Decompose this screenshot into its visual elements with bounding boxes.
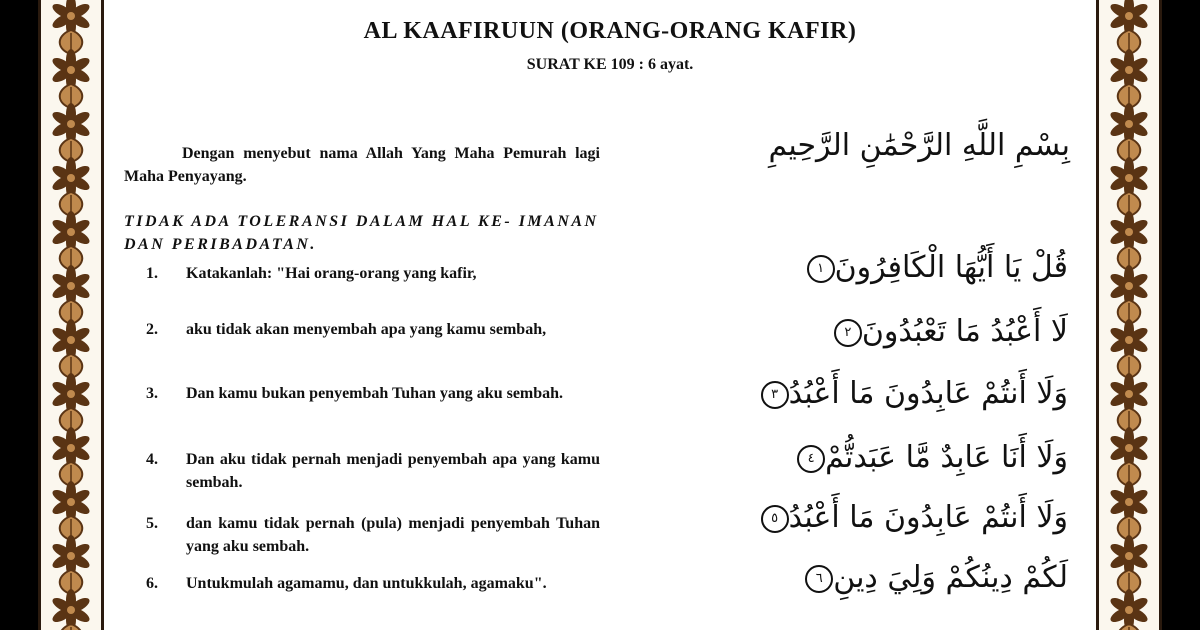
verse-text: aku tidak akan menyembah apa yang kamu sembah, xyxy=(186,321,547,338)
verse-text: Untukmulah agamamu, dan untukkulah, agamaku". xyxy=(186,575,547,592)
floral-ornament-icon xyxy=(1096,0,1162,630)
ayah-text: وَلَا أَنتُمْ عَابِدُونَ مَا أَعْبُدُ xyxy=(788,500,1068,535)
floral-ornament-icon xyxy=(38,0,104,630)
verse-number: 3. xyxy=(146,385,158,402)
ayah-marker: ٦ xyxy=(805,565,833,593)
right-floral-border xyxy=(1096,0,1162,630)
bismillah-arabic: بِسْمِ اللَّهِ الرَّحْمَٰنِ الرَّحِيمِ xyxy=(768,128,1070,163)
ayah-text: قُلْ يَا أَيُّهَا الْكَافِرُونَ xyxy=(834,250,1068,285)
surah-subtitle: SURAT KE 109 : 6 ayat. xyxy=(526,56,694,73)
intro-paragraph xyxy=(124,142,600,188)
verse-number: 1. xyxy=(146,265,158,282)
verse-number: 2. xyxy=(146,321,158,338)
ayah-marker: ١ xyxy=(807,255,835,283)
ayah-marker: ٣ xyxy=(761,381,789,409)
verse-text: Dan aku tidak pernah menjadi penyembah apa yang kamu sembah. xyxy=(186,451,600,491)
verse-number: 6. xyxy=(146,575,158,592)
ayah-marker: ٢ xyxy=(834,319,862,347)
ayah-text: لَكُمْ دِينُكُمْ وَلِيَ دِينِ xyxy=(833,560,1068,595)
verse-number: 4. xyxy=(146,451,158,468)
verse-text: Katakanlah: "Hai orang-orang yang kafir, xyxy=(186,265,477,282)
surah-title: AL KAAFIRUUN (ORANG-ORANG KAFIR) xyxy=(363,18,857,44)
intro-text: Dengan menyebut nama Allah Yang Maha Pemurah lagi Maha Penyayang. xyxy=(124,145,600,185)
ayah-6-arabic xyxy=(799,560,1068,595)
verse-number: 5. xyxy=(146,515,158,532)
ayah-5-arabic xyxy=(755,500,1068,535)
ayah-1-arabic xyxy=(801,250,1068,285)
left-floral-border xyxy=(38,0,104,630)
ayah-text: وَلَا أَنَا عَابِدٌ مَّا عَبَدتُّمْ xyxy=(825,440,1068,475)
ayah-text: لَا أَعْبُدُ مَا تَعْبُدُونَ xyxy=(861,314,1068,349)
ayah-4-arabic xyxy=(791,440,1068,475)
ayah-text: وَلَا أَنتُمْ عَابِدُونَ مَا أَعْبُدُ xyxy=(788,376,1068,411)
ayah-3-arabic xyxy=(755,376,1068,411)
verse-text: dan kamu tidak pernah (pula) menjadi penyembah Tuhan yang aku sembah. xyxy=(186,515,600,555)
section-heading: TIDAK ADA TOLERANSI DALAM HAL KE- IMANAN DAN PERIBADATAN. xyxy=(124,213,599,253)
ayah-marker: ٤ xyxy=(797,445,825,473)
ayah-marker: ٥ xyxy=(761,505,789,533)
ayah-2-arabic xyxy=(828,314,1068,349)
verse-text: Dan kamu bukan penyembah Tuhan yang aku sembah. xyxy=(186,385,564,402)
